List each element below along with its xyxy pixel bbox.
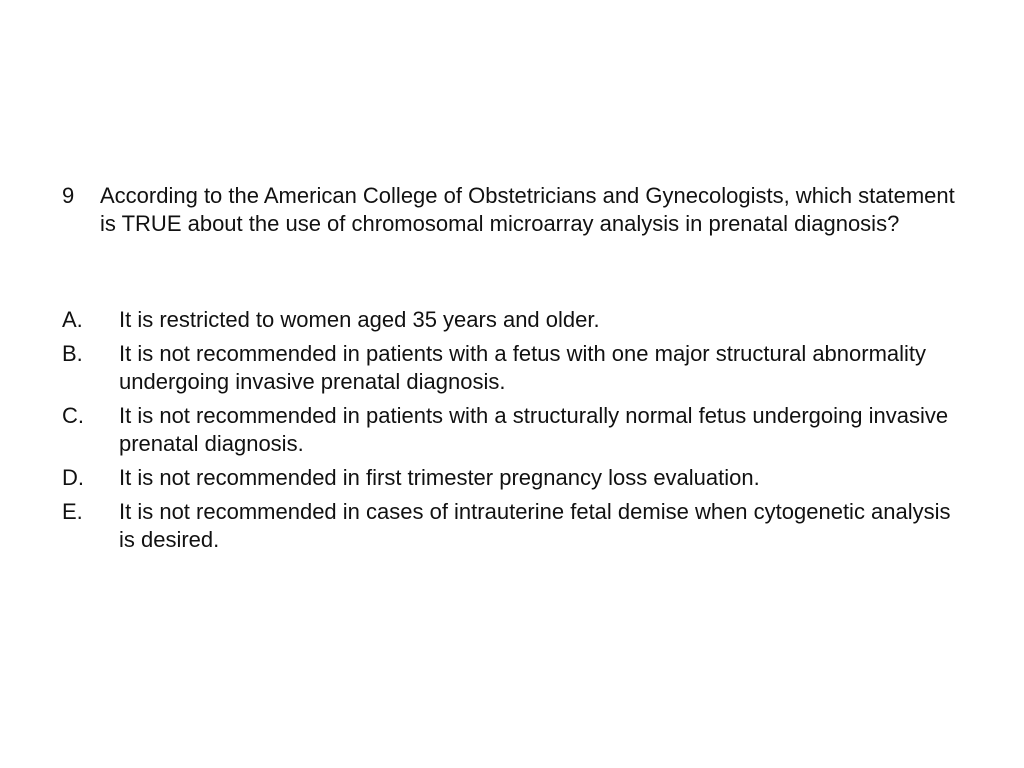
- question: [62, 182, 982, 238]
- option-text: It is not recommended in patients with a structurally normal fetus undergoing invasive prenatal diagnosis.: [119, 403, 949, 456]
- option-letter: E.: [62, 499, 83, 524]
- option-letter: A.: [62, 307, 83, 332]
- answer-options: [62, 306, 982, 560]
- option-text: It is not recommended in first trimester pregnancy loss evaluation.: [119, 465, 760, 490]
- option-c: [62, 402, 982, 458]
- option-e: [62, 498, 982, 554]
- option-letter: C.: [62, 403, 84, 428]
- option-letter: D.: [62, 465, 84, 490]
- option-text: It is restricted to women aged 35 years and older.: [119, 307, 600, 332]
- option-b: [62, 340, 982, 396]
- option-d: [62, 464, 982, 492]
- question-text: According to the American College of Obstetricians and Gynecologists, which statement is TRUE about the use of chromosomal microarray analysis in prenatal diagnosis?: [100, 183, 955, 236]
- option-text: It is not recommended in cases of intrauterine fetal demise when cytogenetic analysis is desired.: [119, 499, 951, 552]
- option-a: [62, 306, 982, 334]
- option-text: It is not recommended in patients with a fetus with one major structural abnormality undergoing invasive prenatal diagnosis.: [119, 341, 927, 394]
- question-number: 9: [62, 183, 75, 208]
- option-letter: B.: [62, 341, 83, 366]
